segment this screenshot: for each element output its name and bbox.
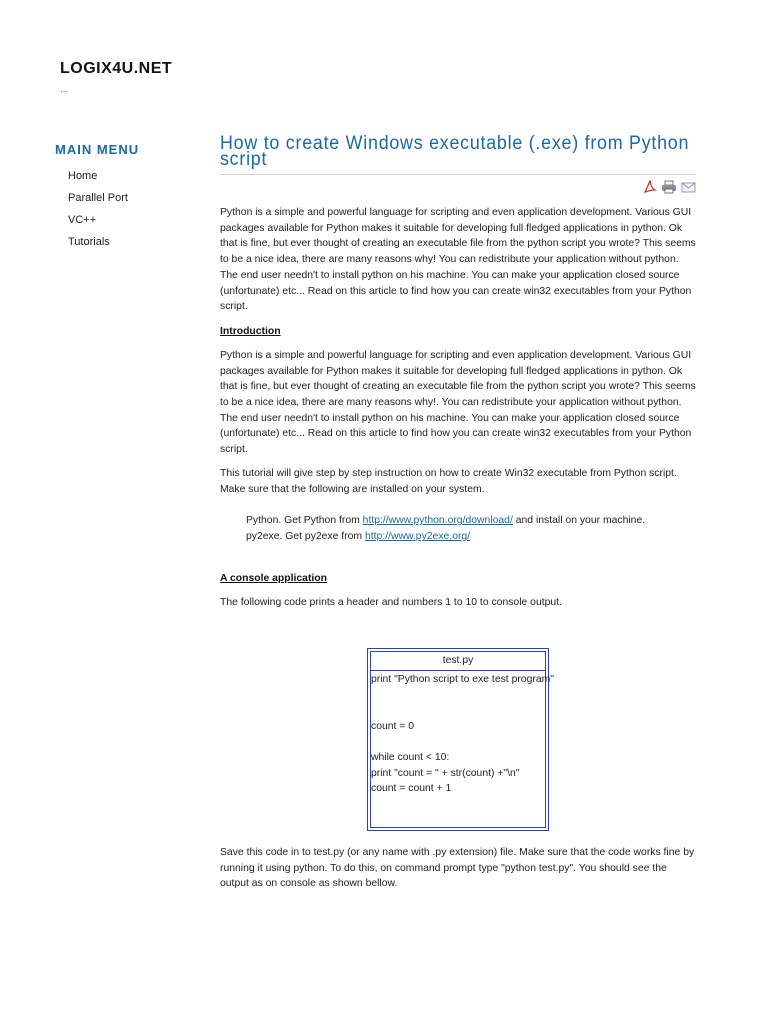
main-menu-heading: MAIN MENU	[55, 142, 140, 157]
save-code-paragraph: Save this code in to test.py (or any name with .py extension) file. Make sure that the code works fine by running it using python. To do this, on command prompt type "python test.py". You should see the output as on console as shown bellow.	[220, 846, 695, 890]
code-filename: test.py	[371, 652, 545, 671]
code-table	[367, 648, 554, 831]
pdf-icon[interactable]	[643, 180, 657, 194]
sidebar-item-home[interactable]: Home	[68, 170, 98, 182]
requirements-list	[220, 513, 696, 545]
sidebar-item-vcpp[interactable]: VC++	[68, 214, 97, 226]
code-listing: print "Python script to exe test program" count = 0 while count < 10: print "count = " + str(count) +"\n" count = count + 1	[371, 673, 554, 795]
req-python-text: Python. Get Python from	[246, 515, 363, 527]
introduction-heading: Introduction	[220, 325, 281, 337]
sidebar-item-parallel-port[interactable]: Parallel Port	[68, 192, 128, 204]
title-divider	[220, 174, 696, 175]
list-item	[246, 529, 696, 545]
email-icon[interactable]	[681, 180, 696, 194]
req-py2exe-text: py2exe. Get py2exe from	[246, 531, 365, 543]
site-title[interactable]: LOGIX4U.NET	[60, 60, 173, 77]
code-table-inner	[370, 651, 554, 828]
article	[220, 133, 696, 892]
print-icon[interactable]	[661, 180, 677, 194]
intro-paragraph: Python is a simple and powerful language for scripting and even application development. Various GUI packages available for Python makes it suitable for developing full fledged applications in python. Ok that is fine, but ever thought of creating an executable file from the python script you wrote? This seems to be a nice idea, there are many reasons why! You can redistribute your application without python. The end user needn't to install python on his machine. You can make your application closed source (unfortunate) etc... Read on this article to find how you can create win32 executables from your Python script.	[220, 207, 696, 313]
page-title: How to create Windows executable (.exe) from Python script	[220, 133, 690, 170]
console-app-heading: A console application	[220, 573, 328, 585]
req-python-suffix: and install on your machine.	[512, 515, 646, 527]
list-item	[246, 513, 696, 529]
site-subtitle: ...	[60, 84, 69, 95]
article-tools	[220, 180, 696, 194]
requirements-paragraph: This tutorial will give step by step instruction on how to create Win32 executable from Python script. Make sure that the following are installed on your system.	[220, 467, 677, 495]
sidebar	[55, 142, 205, 253]
sidebar-item-tutorials[interactable]: Tutorials	[68, 236, 110, 248]
python-download-link[interactable]: http://www.python.org/download/	[362, 515, 513, 527]
introduction-paragraph: Python is a simple and powerful language for scripting and even application development. Various GUI packages available for Python makes it suitable for developing full fledged applications in python. Ok that is fine, but ever thought of creating an executable file from the python script you wrote? This seems to be a nice idea, there are many reasons why!. You can redistribute your application without python. The end user needn't to install python on his machine. You can make your application closed source (unfortunate) etc... Read on this article to find how you can create win32 executables from your Python script.	[220, 349, 696, 456]
console-app-paragraph: The following code prints a header and numbers 1 to 10 to console output.	[220, 597, 562, 609]
py2exe-link[interactable]: http://www.py2exe.org/	[364, 531, 471, 543]
